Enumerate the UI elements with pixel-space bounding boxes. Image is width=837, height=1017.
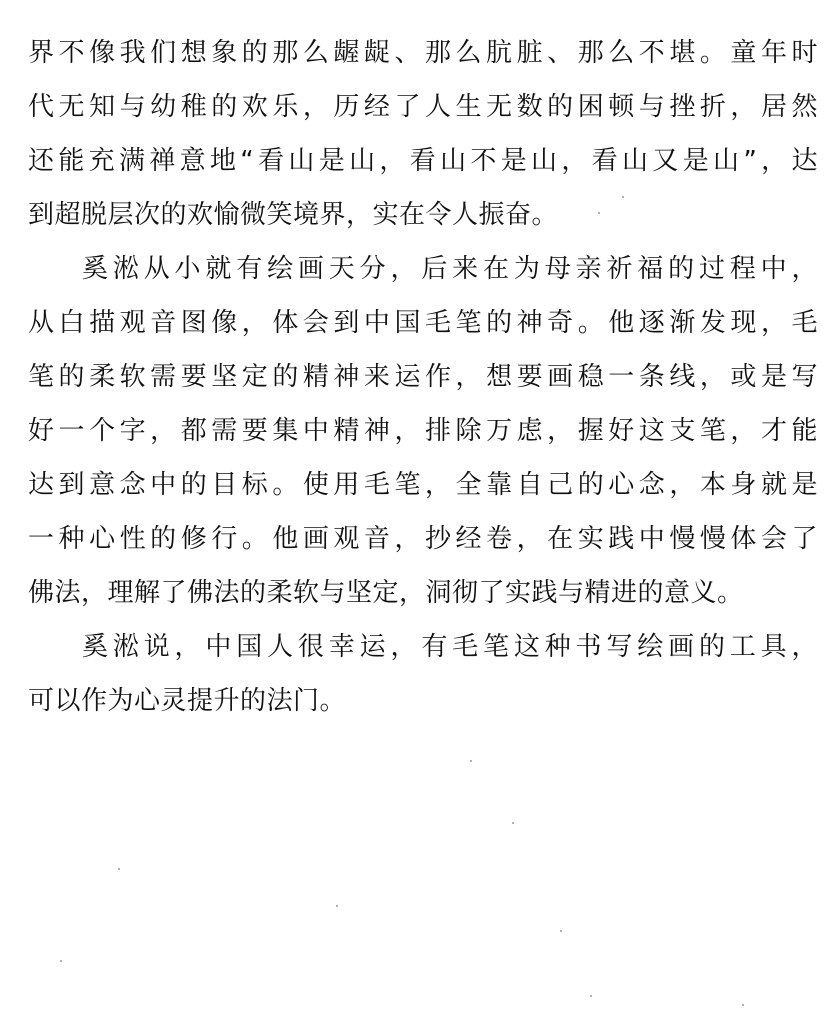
text-line: 界不像我们想象的那么龌龊、那么肮脏、那么不堪。童年时 — [28, 38, 818, 68]
scan-speck — [560, 930, 562, 932]
body-text — [28, 26, 818, 728]
text-line: 可以作为心灵提升的法门。 — [28, 686, 347, 716]
text-line: 达到意念中的目标。使用毛笔，全靠自己的心念，本身就是 — [28, 470, 818, 500]
text-line: 代无知与幼稚的欢乐，历经了人生无数的困顿与挫折，居然 — [28, 92, 818, 122]
scan-speck — [622, 196, 624, 198]
scan-speck — [336, 905, 338, 907]
scan-speck — [742, 1004, 744, 1006]
scan-speck — [60, 960, 62, 962]
text-line: 笔的柔软需要坚定的精神来运作，想要画稳一条线，或是写 — [28, 362, 818, 392]
scan-speck — [118, 868, 120, 870]
text-line: 好一个字，都需要集中精神，排除万虑，握好这支笔，才能 — [28, 416, 818, 446]
scan-speck — [590, 995, 592, 997]
text-line: 还能充满禅意地“看山是山，看山不是山，看山又是山”，达 — [28, 146, 818, 176]
text-line: 到超脱层次的欢愉微笑境界，实在令人振奋。 — [28, 200, 559, 230]
text-line: 一种心性的修行。他画观音，抄经卷，在实践中慢慢体会了 — [28, 524, 818, 554]
text-line: 从白描观音图像，体会到中国毛笔的神奇。他逐渐发现，毛 — [28, 308, 818, 338]
text-line: 奚淞说，中国人很幸运，有毛笔这种书写绘画的工具， — [82, 632, 818, 662]
scan-speck — [598, 212, 600, 214]
scan-speck — [512, 822, 514, 824]
text-line: 奚淞从小就有绘画天分，后来在为母亲祈福的过程中， — [82, 254, 818, 284]
scan-speck — [470, 760, 472, 762]
text-line: 佛法，理解了佛法的柔软与坚定，洞彻了实践与精进的意义。 — [28, 578, 744, 608]
